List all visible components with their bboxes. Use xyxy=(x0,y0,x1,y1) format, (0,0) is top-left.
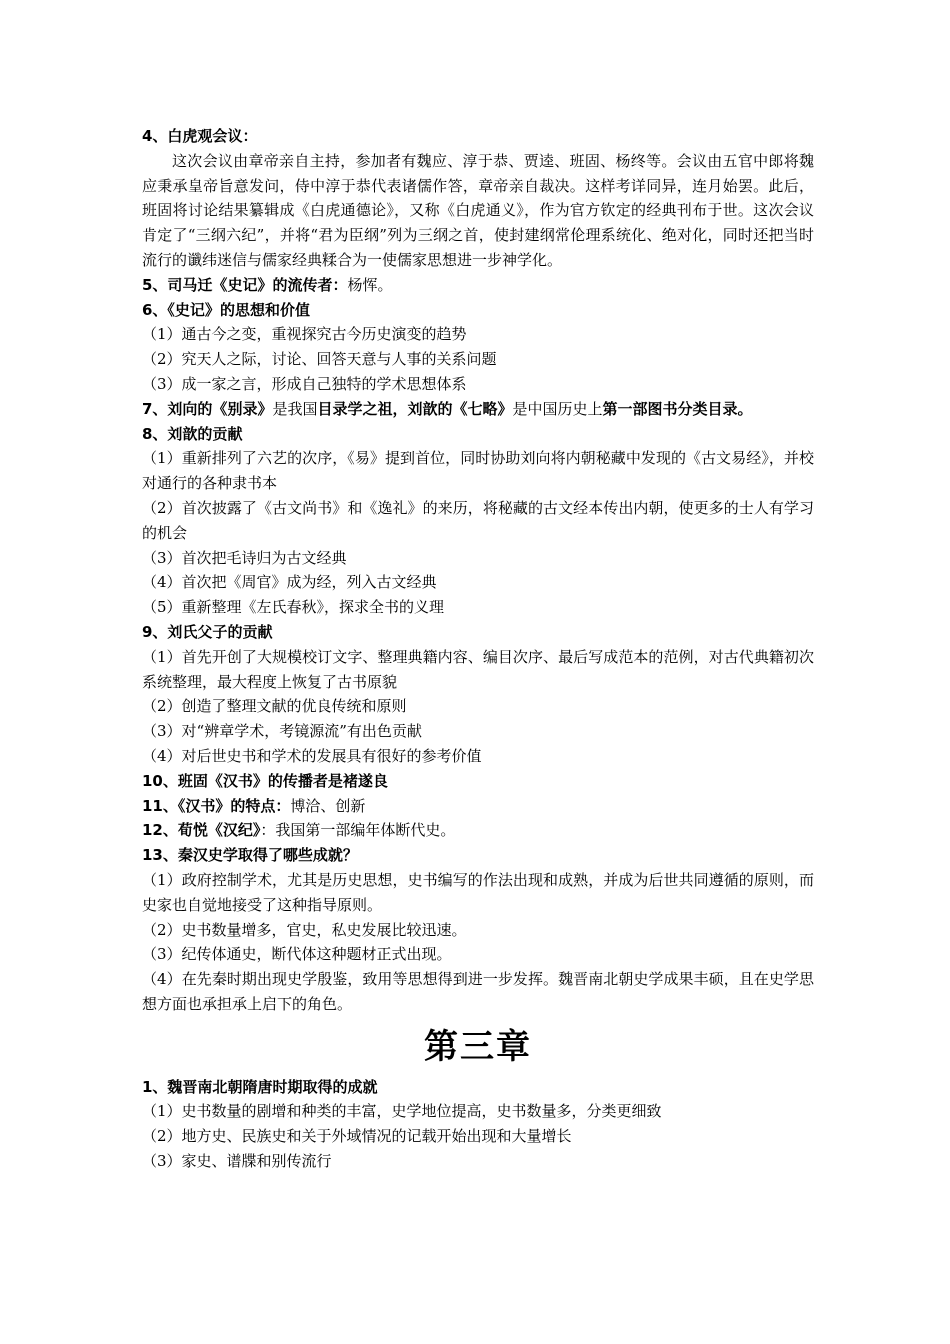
section-7-part-b: 是我国 xyxy=(272,399,318,418)
list-item: （1）史书数量的剧增和种类的丰富，史学地位提高，史书数量多，分类更细致 xyxy=(142,1102,662,1121)
section-13-heading: 13、秦汉史学取得了哪些成就？ xyxy=(142,846,358,865)
list-item: （3）成一家之言，形成自己独特的学术思想体系 xyxy=(142,374,467,393)
section-7-line xyxy=(142,397,814,422)
list-item: （3）首次把毛诗归为古文经典 xyxy=(142,548,347,567)
list-item: （3）家史、谱牒和别传流行 xyxy=(142,1152,332,1171)
section-7-part-d: 是中国历史上 xyxy=(512,399,603,418)
list-item: （4）在先秦时期出现史学殷鉴，致用等思想得到进一步发挥。魏晋南北朝史学成果丰硕，且在史学思想方面也承担承上启下的角色。 xyxy=(142,970,814,1013)
list-item: （3）对“辨章学术，考镜源流”有出色贡献 xyxy=(142,722,422,741)
section-12-heading: 12、荀悦《汉纪》 xyxy=(142,821,261,840)
list-item: （4）对后世史书和学术的发展具有很好的参考价值 xyxy=(142,746,482,765)
chapter-title: 第三章 xyxy=(424,1026,532,1067)
list-item: （2）地方史、民族史和关于外域情况的记载开始出现和大量增长 xyxy=(142,1127,572,1146)
section-7-part-e: 第一部图书分类目录。 xyxy=(602,399,753,418)
section-5-text: 杨恽。 xyxy=(347,275,393,294)
list-item: （4）首次把《周官》成为经，列入古文经典 xyxy=(142,573,437,592)
section-7-part-c: 目录学之祖，刘歆的《七略》 xyxy=(317,399,513,418)
section-9-heading: 9、刘氏父子的贡献 xyxy=(142,622,273,641)
section-11-text: 博洽、创新 xyxy=(290,796,366,815)
list-item: （2）史书数量增多，官史，私史发展比较迅速。 xyxy=(142,920,467,939)
list-item: （5）重新整理《左氏春秋》，探求全书的义理 xyxy=(142,598,445,617)
document-page xyxy=(142,124,814,1174)
section-8-heading: 8、刘歆的贡献 xyxy=(142,424,243,443)
section-5-heading: 5、司马迁《史记》的流传者： xyxy=(142,275,348,294)
section-5-line xyxy=(142,273,814,298)
section-11-line xyxy=(142,794,814,819)
section-6-heading: 6、《史记》的思想和价值 xyxy=(142,300,310,319)
section-12-text: ：我国第一部编年体断代史。 xyxy=(260,821,456,840)
list-item: （2）究天人之际，讨论、回答天意与人事的关系问题 xyxy=(142,350,497,369)
section-4-paragraph: 这次会议由章帝亲自主持，参加者有魏应、淳于恭、贾逵、班固、杨终等。会议由五官中郎将魏应秉承皇帝旨意发问，侍中淳于恭代表诸儒作答，章帝亲自裁决。这样考详同异，连月始罢。此后，班固将讨论结果纂辑成《白虎通德论》，又称《白虎通义》，作为官方钦定的经典刊布于世。这次会议肯定了“三纲六纪”，并将“君为臣纲”列为三纲之首，使封建纲常伦理系统化、绝对化，同时还把当时流行的谶纬迷信与儒家经典糅合为一使儒家思想进一步神学化。 xyxy=(142,151,814,269)
chapter-3-section-1-heading: 1、魏晋南北朝隋唐时期取得的成就 xyxy=(142,1077,378,1096)
list-item: （1）通古今之变，重视探究古今历史演变的趋势 xyxy=(142,325,467,344)
list-item: （1）首先开创了大规模校订文字、整理典籍内容、编目次序、最后写成范本的范例，对古代典籍初次系统整理，最大程度上恢复了古书原貌 xyxy=(142,647,814,691)
section-7-part-a: 7、刘向的《别录》 xyxy=(142,399,273,418)
list-item: （1）政府控制学术，尤其是历史思想，史书编写的作法出现和成熟，并成为后世共同遵循的原则，而史家也自觉地接受了这种指导原则。 xyxy=(142,870,814,914)
list-item: （3）纪传体通史，断代体这种题材正式出现。 xyxy=(142,945,452,964)
section-10-heading: 10、班固《汉书》的传播者是褚遂良 xyxy=(142,771,388,790)
list-item: （2）首次披露了《古文尚书》和《逸礼》的来历，将秘藏的古文经本传出内朝，使更多的士人有学习的机会 xyxy=(142,498,814,542)
section-11-heading: 11、《汉书》的特点： xyxy=(142,796,291,815)
list-item: （2）创造了整理文献的优良传统和原则 xyxy=(142,697,407,716)
section-12-line xyxy=(142,818,814,843)
section-4-heading: 4、白虎观会议： xyxy=(142,127,258,145)
list-item: （1）重新排列了六艺的次序，《易》提到首位，同时协助刘向将内朝秘藏中发现的《古文易经》，并校对通行的各种隶书本 xyxy=(142,449,814,493)
